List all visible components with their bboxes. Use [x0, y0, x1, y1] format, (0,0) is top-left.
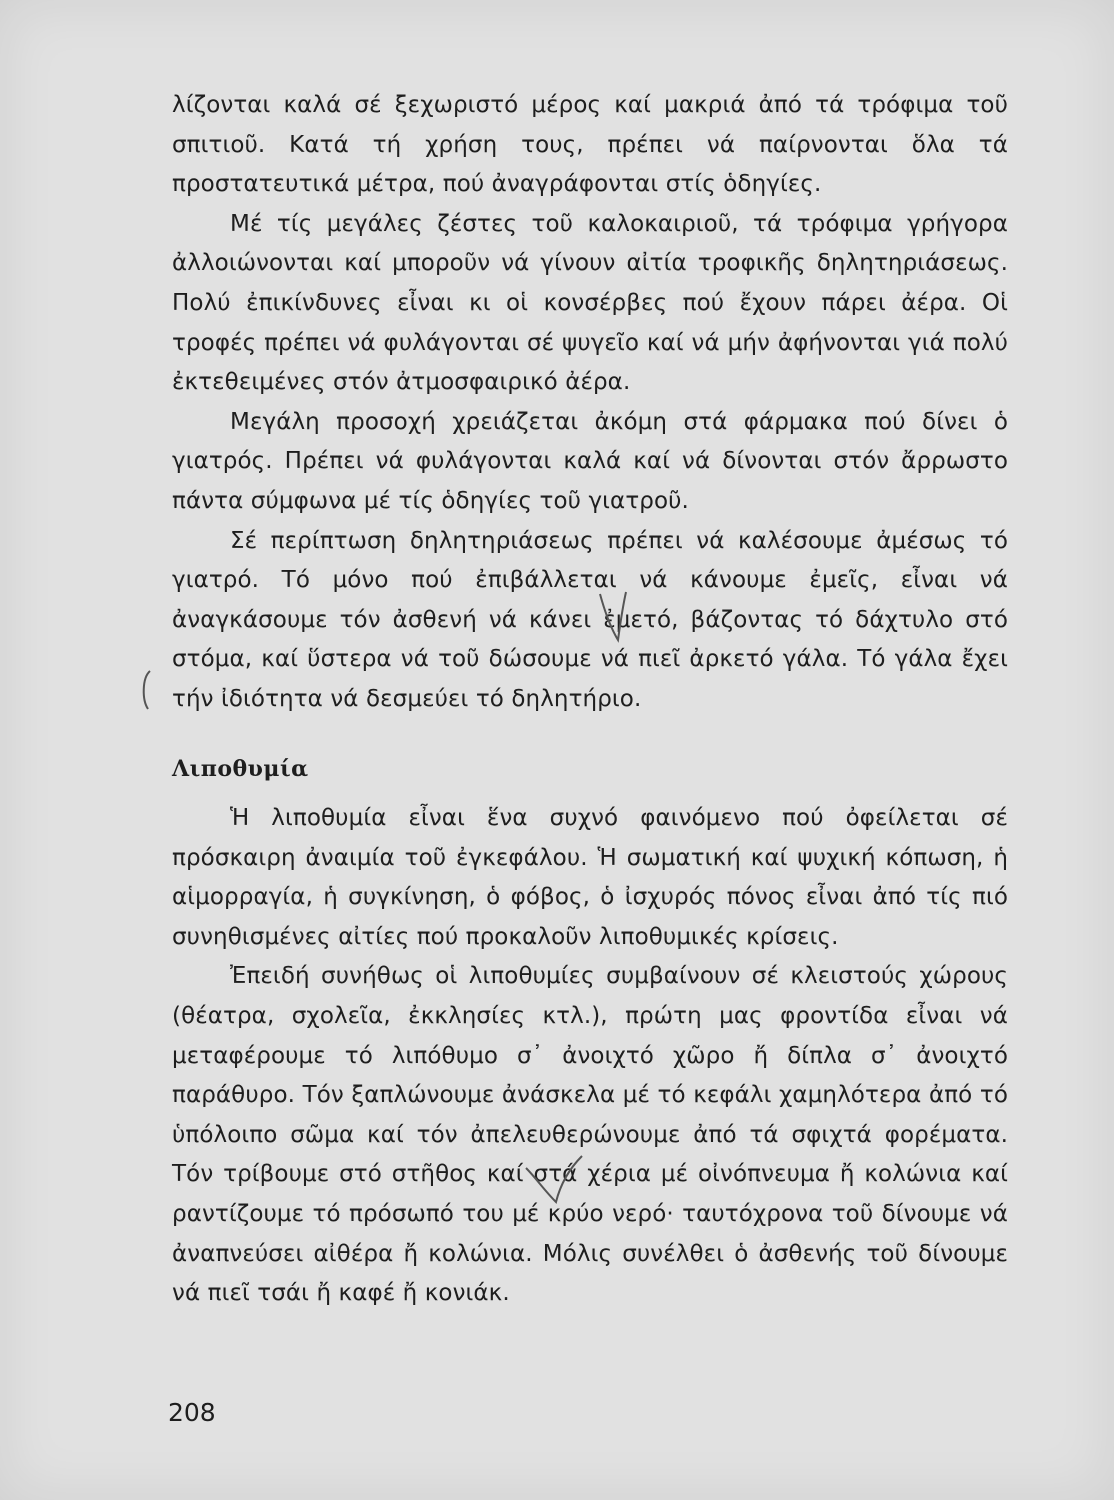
paragraph: Ἡ λιποθυμία εἶναι ἕνα συχνό φαινόμενο πού ὀφείλεται σέ πρόσκαιρη ἀναιμία τοῦ ἐγκεφάλου. Ἡ σωματική καί ψυχική κόπωση, ἡ αἱμορραγία, ἡ συγκίνηση, ὁ φόβος, ὁ ἰσχυρός πόνος εἶναι ἀπό τίς πιό συνηθισμένες αἰτίες πού προκαλοῦν λιποθυμικές κρίσεις. [172, 805, 1008, 950]
section-heading: Λιποθυμία [172, 755, 309, 782]
page-number: 208 [168, 1398, 216, 1427]
paragraph: Μέ τίς μεγάλες ζέστες τοῦ καλοκαιριοῦ, τά τρόφιμα γρήγορα ἀλλοιώνονται καί μποροῦν νά γίνουν αἰτία τροφικῆς δηλητηριάσεως. Πολύ ἐπικίνδυνες εἶναι κι οἱ κονσέρβες πού ἔχουν πάρει ἀέρα. Οἱ τροφές πρέπει νά φυλάγονται σέ ψυγεῖο καί νά μήν ἀφήνονται γιά πολύ ἐκτεθειμένες στόν ἀτμοσφαιρικό ἀέρα. [172, 210, 1008, 396]
paragraph: Μεγάλη προσοχή χρειάζεται ἀκόμη στά φάρμακα πού δίνει ὁ γιατρός. Πρέπει νά φυλάγονται καλά καί νά δίνονται στόν ἄρρωστο πάντα σύμφωνα μέ τίς ὁδηγίες τοῦ γιατροῦ. [172, 408, 1008, 514]
paragraph: Ἐπειδή συνήθως οἱ λιποθυμίες συμβαίνουν σέ κλειστούς χώρους (θέατρα, σχολεῖα, ἐκκλησίες κτλ.), πρώτη μας φροντίδα εἶναι νά μεταφέρουμε τό λιπόθυμο σ᾽ ἀνοιχτό χῶρο ἤ δίπλα σ᾽ ἀνοιχτό παράθυρο. Τόν ξαπλώνουμε ἀνάσκελα μέ τό κεφάλι χαμηλότερα ἀπό τό ὑπόλοιπο σῶμα καί τόν ἀπελευθερώνουμε ἀπό τά σφιχτά φορέματα. Τόν τρίβουμε στό στῆθος καί στά χέρια μέ οἰνόπνευμα ἤ κολώνια καί ραντίζουμε τό πρόσωπό του μέ κρύο νερό· ταυτόχρονα τοῦ δίνουμε νά ἀναπνεύσει αἰθέρα ἤ κολώνια. Μόλις συνέλθει ὁ ἀσθενής τοῦ δίνουμε νά πιεῖ τσάι ἤ καφέ ἤ κονιάκ. [172, 963, 1008, 1307]
pencil-bracket-mark [136, 668, 156, 712]
body-text [172, 86, 1008, 1314]
paragraph: λίζονται καλά σέ ξεχωριστό μέρος καί μακριά ἀπό τά τρόφιμα τοῦ σπιτιοῦ. Κατά τή χρήση τους, πρέπει νά παίρνονται ὅλα τά προστατευτικά μέτρα, πού ἀναγράφονται στίς ὁδηγίες. [172, 92, 1008, 198]
paragraph: Σέ περίπτωση δηλητηριάσεως πρέπει νά καλέσουμε ἀμέσως τό γιατρό. Τό μόνο πού ἐπιβάλλεται νά κάνουμε ἐμεῖς, εἶναι νά ἀναγκάσουμε τόν ἀσθενή νά κάνει ἐμετό, βάζοντας τό δάχτυλο στό στόμα, καί ὕστερα νά τοῦ δώσουμε νά πιεῖ ἀρκετό γάλα. Τό γάλα ἔχει τήν ἰδιότητα νά δεσμεύει τό δηλητήριο. [172, 527, 1008, 712]
